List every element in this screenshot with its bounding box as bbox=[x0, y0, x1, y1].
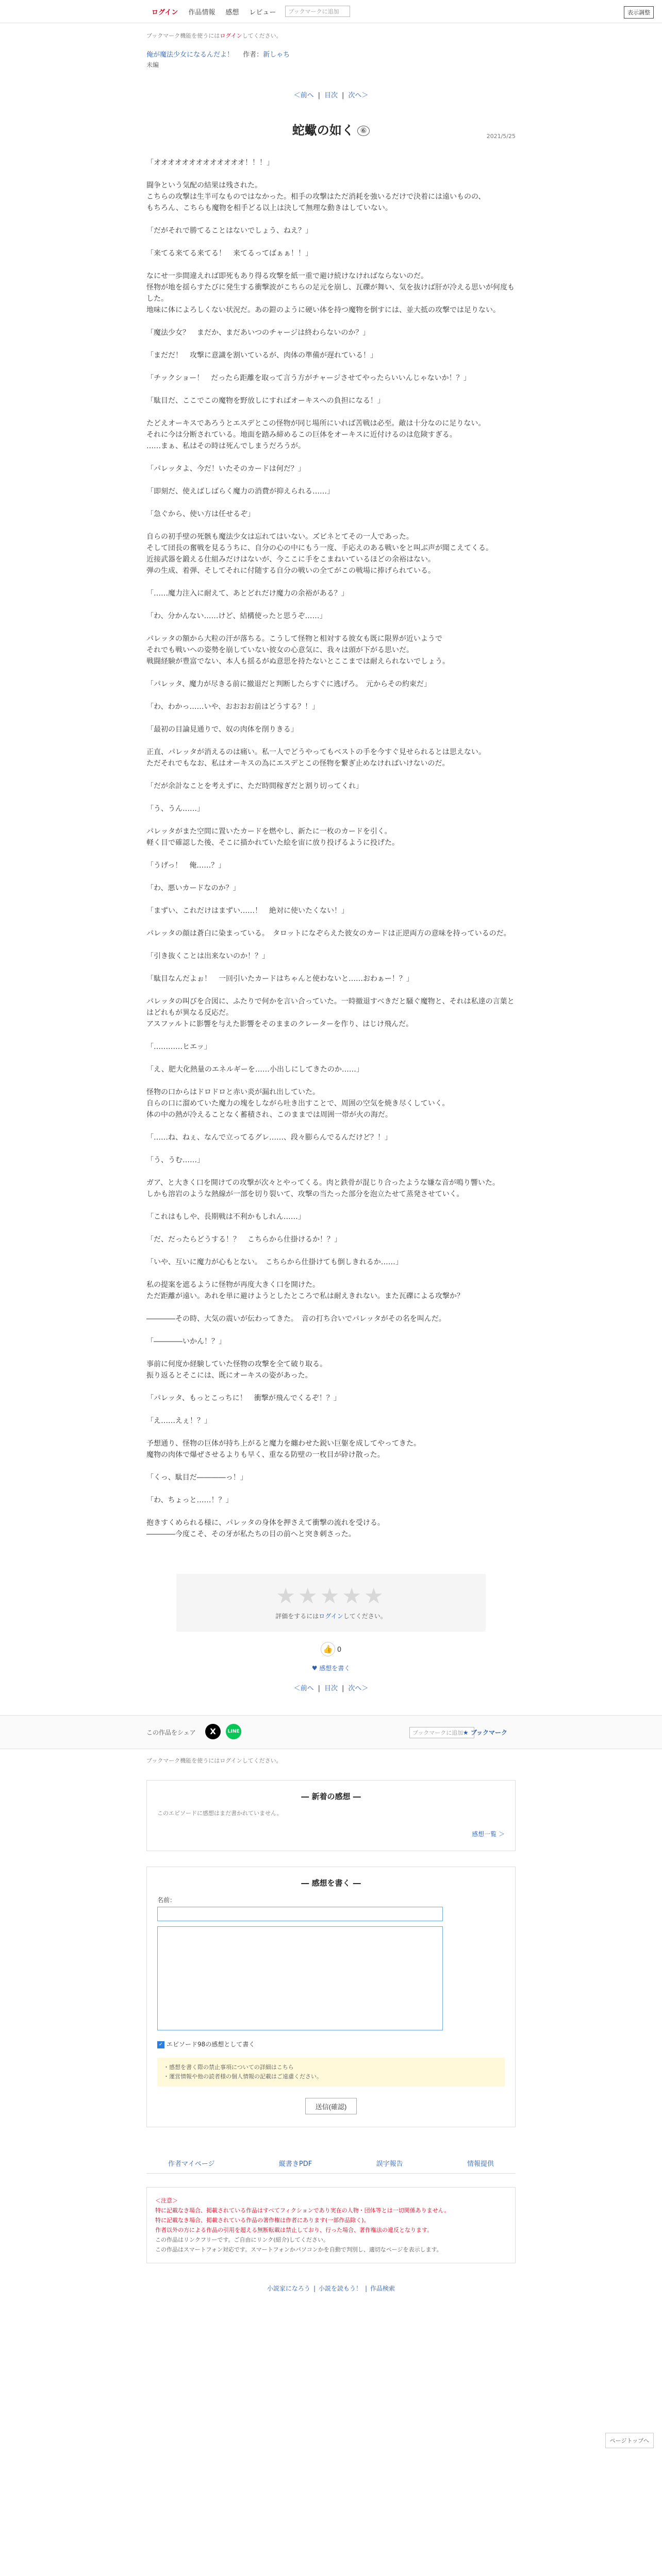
review-textarea[interactable] bbox=[157, 1926, 443, 2030]
next-link[interactable]: 次へ＞ bbox=[348, 92, 369, 99]
body-paragraph: 「う、うん……」 bbox=[146, 805, 204, 813]
prev-link[interactable]: ＜前へ bbox=[293, 1685, 314, 1692]
body-paragraph: 「パレッタ、魔力が尽きる前に撤退だと判断したらすぐに逃げろ。 元からその約束だ」 bbox=[146, 680, 432, 688]
body-paragraph: 「急ぐから、使い方は任せるぞ」 bbox=[146, 510, 255, 518]
pager-separator: | bbox=[318, 92, 320, 99]
review-link[interactable]: レビュー bbox=[249, 8, 276, 16]
body-paragraph: 「オオオオオオオオオオオオオ！！！」 bbox=[146, 159, 274, 167]
form-title: ― 感想を書く ― bbox=[301, 1878, 361, 1888]
notice-text-post: してください。 bbox=[242, 32, 282, 39]
review-form bbox=[146, 1867, 516, 2127]
author-link[interactable]: 新しゃち bbox=[263, 51, 290, 59]
page-top-button[interactable]: ページトップへ bbox=[605, 2433, 654, 2448]
like-count: 0 bbox=[337, 1646, 342, 1654]
rating-login-link[interactable]: ログイン bbox=[319, 1613, 343, 1620]
body-paragraph: 「――――いかん！？」 bbox=[146, 1337, 226, 1346]
display-settings-button[interactable]: 表示調整 bbox=[624, 6, 654, 19]
footer-separator: | bbox=[313, 2285, 316, 2292]
body-paragraph: たどえオーキスであろうとエスデとこの怪物が同じ場所にいれば苦戦は必至。敵は十分なのに足りない。 それに今は分断されている。地面を踏み締めるこの巨体をオーキスに近付けるのは危険すぎる。 ……まぁ、私はその時は死んでしまうだろうが。 bbox=[146, 419, 486, 450]
body-paragraph: 「チックショー！ だったら距離を取って言う方がチャージさせてやったらいいんじゃないか！？」 bbox=[146, 374, 471, 382]
body-paragraph: 私の提案を遮るように怪物が再度大きく口を開けた。 ただ距離が遠い。あれを単に避けようとしたところで私は耐えきれない。また瓦礫による攻撃か？ bbox=[146, 1281, 464, 1300]
footer-links bbox=[146, 2284, 516, 2293]
bottom-nav bbox=[146, 2158, 516, 2174]
rating-box bbox=[176, 1574, 486, 1632]
body-paragraph: 「だがそれで勝てることはないでしょう、ねえ？」 bbox=[146, 227, 312, 235]
body-paragraph: パレッタがまた空間に置いたカードを燃やし、新たに一枚のカードを引く。 軽く目で確認した後、そこに描かれていた絵を宙に放り投げるように投げた。 bbox=[146, 827, 399, 847]
body-paragraph: 「わ、分かんない……けど、結構使ったと思うぞ……」 bbox=[146, 612, 327, 620]
body-paragraph: パレッタの顔は蒼白に染まっている。 タロットになぞらえた彼女のカードは正逆両方の意味を持っているのだ。 bbox=[146, 929, 511, 938]
legal-grey-line: この作品はスマートフォン対応です。スマートフォンかパソコンかを自動で判別し、適切なページを表示します。 bbox=[155, 2246, 442, 2253]
rating-hint bbox=[176, 1612, 486, 1620]
footer-link[interactable]: 小説を読もう！ bbox=[318, 2285, 362, 2292]
author-page-link[interactable]: 作者マイページ bbox=[168, 2160, 215, 2168]
legal-line: 作者以外の方による作品の引用を超える無断転載は禁止しており、行った場合、著作権法の違反となります。 bbox=[155, 2227, 433, 2233]
name-label: 名前： bbox=[157, 1896, 176, 1904]
terms-box: ・感想を書く際の禁止事項についての詳細はこちら ・運営情報や他の読者様の個人情報の記載はご遠慮ください。 bbox=[157, 2058, 505, 2087]
notice-text: ブックマーク機能を使うには bbox=[146, 32, 220, 39]
body-paragraph: 「うげっ！ 俺……？」 bbox=[146, 861, 226, 870]
body-paragraph: 「駄目なんだよぉ！ 一回引いたカードはちゃんと使わないと……おわぁー！？」 bbox=[146, 975, 413, 983]
body-paragraph: 「駄目だ、ここでこの魔物を野放しにすればオーキスへの負担になる！」 bbox=[146, 397, 385, 405]
legal-heading: ＜注意＞ bbox=[155, 2197, 178, 2204]
rating-stars[interactable]: ★★★★★ bbox=[276, 1583, 386, 1608]
thumbs-up-icon[interactable]: 👍 bbox=[321, 1642, 335, 1656]
footer-link[interactable]: 小説家になろう bbox=[267, 2285, 310, 2292]
episode-check[interactable] bbox=[157, 2040, 505, 2048]
chapter-date: 2021/5/25 bbox=[486, 133, 516, 140]
legal-grey-line: この作品はリンクフリーです。ご自由にリンク(紹介)してください。 bbox=[155, 2236, 329, 2243]
series-status: 未編 bbox=[146, 61, 159, 69]
body-paragraph: 「う、うむ……」 bbox=[146, 1156, 204, 1164]
body-paragraph: 「最初の目論見通りで、奴の肉体を削りきる」 bbox=[146, 725, 298, 734]
pdf-link[interactable]: 縦書きPDF bbox=[278, 2160, 312, 2168]
rating-hint-post: してください。 bbox=[343, 1613, 387, 1620]
bookmark-field[interactable]: ブックマークに追加 bbox=[285, 6, 350, 17]
lower-content bbox=[146, 1756, 516, 2293]
body-paragraph: 「わ、わかっ……いや、おおおお前はどうする？！」 bbox=[146, 703, 320, 711]
body-paragraph: 「いや、互いに魔力が心もとない。 こちらから仕掛けても倒しきれるか……」 bbox=[146, 1258, 403, 1266]
legal-line: 特に記載なき場合、掲載されている作品の著作権は作者にあります(一部作品除く)。 bbox=[155, 2217, 370, 2224]
body-paragraph: ――――その時、大気の震いが伝わってきた。 音の打ち合いでパレッタがその名を叫んだ。 bbox=[146, 1315, 446, 1323]
body-paragraph: 「パレッタよ、今だ！いたそのカードは何だ？」 bbox=[146, 465, 305, 473]
body-paragraph: なにせ一歩間違えれば即死もあり得る攻撃を紙一重で避け続けなければならないのだ。 怪物が地を揺らすたびに発生する衝撃波がこちらの足元を崩し、瓦礫が舞い、気を抜けば肝が冷える思いが何度もした。 地味に体によろしくない状況だ。あの鎧のように硬い体を持つ魔物を倒すには、並大抵の攻撃では足りない。 bbox=[146, 272, 515, 314]
body-paragraph: 「くっ、駄目だ――――っ！」 bbox=[146, 1473, 247, 1482]
write-review-link[interactable]: ♥ 感想を書く bbox=[311, 1665, 351, 1672]
body-paragraph: 正直、パレッタが消えるのは痛い。私一人でどうやってもベストの手を今すぐ見せられるとは思えない。 ただそれでもなお、私はオーキスの為にエスデとこの怪物を繋ぎ止めなければいけないのだ。 bbox=[146, 748, 486, 768]
footer-separator: | bbox=[365, 2285, 368, 2292]
main-content bbox=[146, 31, 516, 1692]
next-link[interactable]: 次へ＞ bbox=[348, 1685, 369, 1692]
rating-hint-text: 評価をするには bbox=[275, 1613, 319, 1620]
body-paragraph: 「……ね、ねぇ、なんで立ってるグレ……、段々膨らんでるんだけど？！」 bbox=[146, 1133, 392, 1142]
body-paragraph: 闘争という気配の結果は残された。 こちらの攻撃は生半可なものではなかった。相手の攻撃はただ消耗を強いるだけで決着には遠いものの、 もちろん、こちらも魔物を相手どる以上は決して無理な動きはしていない。 bbox=[146, 181, 486, 212]
body-paragraph: 「だ、だったらどうする！？ こちらから仕掛けるか！？」 bbox=[146, 1235, 341, 1244]
body-paragraph: 「わ、ちょっと……！？」 bbox=[146, 1496, 233, 1504]
submit-button[interactable]: 送信(確認) bbox=[305, 2098, 357, 2114]
chapter-title-text: 蛇蠍の如く bbox=[292, 123, 354, 138]
reviews-list-link[interactable]: 感想一覧 ＞ bbox=[472, 1831, 505, 1838]
reviews-panel bbox=[146, 1780, 516, 1851]
top-nav bbox=[0, 0, 662, 23]
body-paragraph: 「まずい、これだけはまずい……！ 絶対に使いたくない！」 bbox=[146, 907, 349, 915]
series-title-link[interactable]: 俺が魔法少女になるんだよ！ bbox=[146, 51, 234, 59]
typo-report-link[interactable]: 誤字報告 bbox=[376, 2160, 403, 2168]
chapter-body bbox=[146, 157, 516, 1540]
bookmark-field[interactable]: ブックマークに追加 bbox=[409, 1727, 474, 1738]
toc-link[interactable]: 目次 bbox=[324, 92, 338, 99]
bookmark-notice-bottom: ブックマーク機能を使うにはログインしてください。 bbox=[146, 1757, 282, 1764]
body-paragraph: 「魔法少女？ まだか、まだあいつのチャージは終わらないのか？」 bbox=[146, 329, 370, 337]
share-bar bbox=[0, 1715, 662, 1749]
check-icon[interactable]: ✓ bbox=[157, 2041, 164, 2048]
like-area bbox=[146, 1642, 516, 1656]
pager-separator: | bbox=[342, 92, 344, 99]
bookmark-button[interactable]: ★ ブックマーク bbox=[462, 1729, 507, 1736]
body-paragraph: 怪物の口からはドロドロと赤い炎が漏れ出していた。 自らの口に溜めていた魔力の塊をしながら吐き出すことで、周囲の空気を焼き尽くしていく。 体の中の熱が冷えることなく蓄積され、このままでは周囲一帯が火の海だ。 bbox=[146, 1088, 450, 1119]
notice-login-link[interactable]: ログイン bbox=[220, 32, 242, 39]
body-paragraph: 「引き抜くことは出来ないのか！？」 bbox=[146, 952, 269, 960]
x-share-icon[interactable]: X bbox=[205, 1724, 221, 1739]
name-input[interactable] bbox=[157, 1907, 443, 1921]
body-paragraph: 「わ、悪いカードなのか？」 bbox=[146, 884, 240, 892]
info-link[interactable]: 情報提供 bbox=[467, 2160, 494, 2168]
feel-link[interactable]: 感想 bbox=[225, 8, 239, 16]
body-paragraph: 自らの初手壁の死骸も魔法少女は忘れてはいない。ズビネとてその一人であった。 そして団長の奮戦を見るうちに、自分の心の中にもう一度、手応えのある戦いをと叫ぶ声が聞こえてくる。 近接武器を鍛える仕組みだけはないが、今ここに手をこまねいているほどの余裕はない。 弾の生成、着弾、そしてそれに付随する自分の戦いの全てがこの戦場に捧げられている。 bbox=[146, 533, 493, 575]
body-paragraph: 「え、肥大化熱量のエネルギーを……小出しにしてきたのか……」 bbox=[146, 1065, 363, 1074]
chapter-number: ⑥ bbox=[357, 126, 370, 136]
toc-link[interactable]: 目次 bbox=[324, 1685, 338, 1692]
chapter-pager-top bbox=[146, 90, 516, 99]
prev-link[interactable]: ＜前へ bbox=[293, 92, 314, 99]
body-paragraph: パレッタの額から大粒の汗が落ちる。こうして怪物と相対する彼女も既に限界が近いようで それでも戦いへの姿勢を崩していない彼女の心意気に、我々は頭が下がる思いだ。 戦闘経験が豊富でない、本人も揺るがぬ意思を持たないとここまでは耐えられないでしょう。 bbox=[146, 635, 450, 666]
chapter-pager-bottom bbox=[146, 1683, 516, 1692]
line-share-icon[interactable]: LINE bbox=[226, 1724, 241, 1739]
body-paragraph: 「パレッタ、もっとこっちに！ 衝撃が飛んでくるぞ！？」 bbox=[146, 1394, 341, 1402]
footer-link[interactable]: 作品検索 bbox=[370, 2285, 395, 2292]
body-paragraph: 「…………ヒエッ」 bbox=[146, 1043, 211, 1051]
reviews-empty: このエピソードに感想はまだ書かれていません。 bbox=[157, 1810, 283, 1817]
body-paragraph: パレッタの叫びを合図に、ふたりで何かを言い合っていた。一時撤退すべきだと騒ぐ魔物と、それは私達の言葉とはどれもが異なる反応だ。 アスファルトに影響を与えた影響をそのままのクレーターを作り、はじけ飛んだ。 bbox=[146, 997, 515, 1028]
legal-line: 特に記載なき場合、掲載されている作品はすべてフィクションであり実在の人物・団体等とは一切関係ありません。 bbox=[155, 2207, 450, 2214]
works-link[interactable]: 作品情報 bbox=[188, 8, 216, 16]
body-paragraph: 事前に何度か経験していた怪物の攻撃を全て破り取る。 振り返るとそこには、既にオーキスの姿があった。 bbox=[146, 1360, 327, 1380]
body-paragraph: 「即刻だ、使えばしばらく魔力の消費が抑えられる……」 bbox=[146, 487, 334, 496]
body-paragraph: 「え……えぇ！？」 bbox=[146, 1417, 211, 1425]
body-paragraph: 「これはもしや、長期戦は不利かもしれん……」 bbox=[146, 1213, 305, 1221]
series-info bbox=[146, 49, 516, 59]
legal-notice bbox=[146, 2187, 516, 2263]
body-paragraph: 抱きすくめられる様に、パレッタの身体を押さえて衝撃の流れを受ける。 ――――今度こそ、その牙が私たちの目の前へと突き刺さった。 bbox=[146, 1519, 385, 1538]
reviews-title: ― 新着の感想 ― bbox=[301, 1792, 361, 1801]
share-label: この作品をシェア bbox=[146, 1729, 196, 1736]
login-link[interactable]: ログイン bbox=[152, 8, 178, 16]
body-paragraph: 予想通り、怪物の巨体が持ち上がると魔力を纏わせた鋭い巨躯を成してやってきた。 魔物の肉体で爆ぜさせるよりも早く、重なる防壁の一枚目が砕け散った。 bbox=[146, 1439, 421, 1459]
bookmark-notice bbox=[146, 31, 516, 40]
body-paragraph: 「来てる来てる来てる！ 来てるってばぁぁ！！」 bbox=[146, 249, 312, 258]
body-paragraph: ガア、と大きく口を開けての攻撃が次々とやってくる。肉と鉄骨が混じり合ったような嫌な音が鳴り響いた。 しかも溶岩のような熱線が一部を切り裂いて、攻撃の当たった部分を泡立たせて蒸発させていく。 bbox=[146, 1179, 500, 1198]
body-paragraph: 「だが余計なことを考えずに、ただ時間稼ぎだと割り切ってくれ」 bbox=[146, 782, 363, 790]
author-label: 作者： bbox=[243, 51, 263, 59]
body-paragraph: 「……魔力注入に耐えて、あとどれだけ魔力の余裕がある？」 bbox=[146, 589, 349, 598]
body-paragraph: 「まだだ！ 攻撃に意識を割いているが、肉体の準備が遅れている！」 bbox=[146, 351, 377, 360]
pager-separator: | bbox=[318, 1685, 320, 1692]
pager-separator: | bbox=[342, 1685, 344, 1692]
check-label: エピソード98の感想として書く bbox=[167, 2041, 255, 2048]
